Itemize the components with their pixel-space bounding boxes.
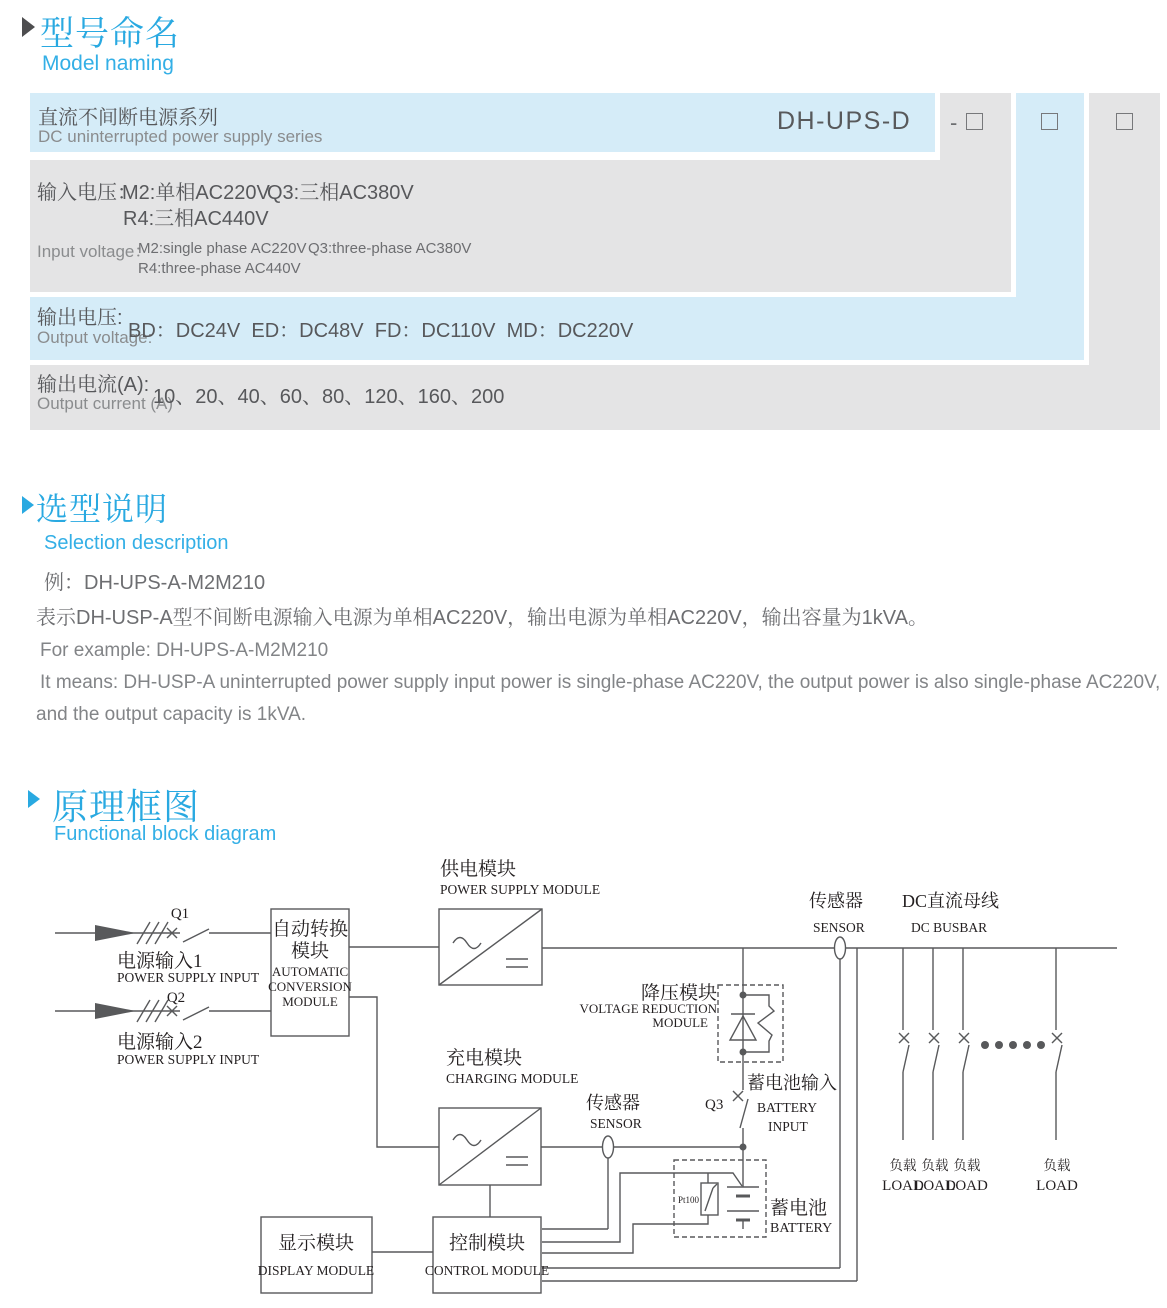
selection-meaning-en-line2: and the output capacity is 1kVA. — [36, 704, 307, 725]
input2-arrow-icon — [95, 1003, 136, 1019]
load4-label-en: LOAD — [1036, 1178, 1078, 1194]
series-name-zh: 直流不间断电源系列 — [38, 107, 218, 129]
voltage-reduction-label-en1: VOLTAGE REDUCTION — [579, 1001, 717, 1016]
charging-module-label-zh: 充电模块 — [446, 1048, 523, 1069]
code-box-3 — [1116, 113, 1133, 130]
auto-module-label-en2: CONVERSION — [268, 979, 352, 994]
battery-label-zh: 蓄电池 — [770, 1198, 828, 1219]
input-voltage-zh-r4: R4:三相AC440V — [123, 208, 269, 230]
pt100-label: Pt100 — [677, 1195, 699, 1205]
breaker-q1-label: Q1 — [170, 906, 190, 922]
display-module-label-en: DISPLAY MODULE — [257, 1263, 375, 1278]
sensor2-label-en: SENSOR — [590, 1116, 642, 1131]
input2-label-en: POWER SUPPLY INPUT — [117, 1052, 260, 1067]
auto-module-label-zh1: 自动转换 — [271, 919, 349, 940]
input-voltage-label-en: Input voltage： — [37, 242, 152, 261]
load3-label-en: LOAD — [946, 1178, 988, 1194]
selection-meaning-zh: 表示DH-USP-A型不间断电源输入电源为单相AC220V，输出电源为单相AC220V，输出容量为1kVA。 — [36, 607, 928, 629]
input1-arrow-icon — [95, 925, 136, 941]
auto-module-label-zh2: 模块 — [290, 941, 330, 962]
functional-block-diagram — [0, 845, 1167, 1308]
input-voltage-en-r4: R4:three-phase AC440V — [138, 260, 301, 277]
output-current-label-en: Output current (A) — [37, 394, 174, 413]
battery-input-label-en2: INPUT — [768, 1119, 808, 1134]
section1-arrow-icon — [22, 17, 35, 37]
input-voltage-en-m2: M2:single phase AC220V — [138, 240, 307, 257]
section1-subtitle: Model naming — [42, 52, 174, 75]
output-current-label-zh: 输出电流(A): — [37, 374, 150, 396]
voltage-reduction-label-en2: MODULE — [652, 1015, 708, 1030]
load3-label-zh: 负载 — [953, 1158, 981, 1173]
auto-module-label-en3: MODULE — [282, 994, 338, 1009]
input-voltage-label-zh: 输入电压： — [37, 182, 137, 204]
section1-title: 型号命名 — [40, 15, 180, 53]
sensor2-label-zh: 传感器 — [586, 1093, 640, 1113]
sensor1-label-zh: 传感器 — [809, 891, 863, 911]
input-voltage-en-q3: Q3:three-phase AC380V — [308, 240, 472, 257]
charging-module-label-en: CHARGING MODULE — [446, 1071, 579, 1086]
code-box-2 — [1041, 113, 1058, 130]
busbar-label-zh: DC直流母线 — [902, 891, 1000, 911]
section3-title: 原理框图 — [52, 786, 201, 827]
busbar-label-en: DC BUSBAR — [911, 920, 988, 935]
voltage-reduction-label-zh: 降压模块 — [640, 983, 717, 1004]
load2-label-zh: 负载 — [921, 1158, 949, 1173]
control-module-label-zh: 控制模块 — [448, 1233, 526, 1254]
auto-module-label-en1: AUTOMATIC — [271, 964, 349, 979]
code-box-1 — [966, 113, 983, 130]
sensor1-label-en: SENSOR — [813, 920, 865, 935]
section2-title: 选型说明 — [36, 491, 169, 527]
battery-label-en: BATTERY — [770, 1221, 833, 1236]
load2-label-en: LOAD — [914, 1178, 956, 1194]
section3-subtitle: Functional block diagram — [54, 823, 277, 845]
code-box1-dash: - — [950, 110, 958, 135]
output-current-values: 10、20、40、60、80、120、160、200 — [153, 386, 505, 408]
output-voltage-values: BD：DC24V ED：DC48V FD：DC110V MD：DC220V — [128, 320, 634, 342]
model-code: DH-UPS-D — [777, 107, 912, 135]
input1-label-en: POWER SUPPLY INPUT — [117, 970, 260, 985]
input1-label-zh: 电源输入1 — [117, 951, 203, 972]
load1-label-zh: 负载 — [889, 1158, 917, 1173]
breaker-q3-label: Q3 — [705, 1097, 724, 1113]
battery-input-label-en1: BATTERY — [757, 1100, 818, 1115]
input-voltage-zh-m2: M2:单相AC220V — [122, 182, 270, 204]
load4-label-zh: 负载 — [1043, 1158, 1071, 1173]
section2-arrow-icon — [22, 496, 34, 514]
display-module-label-zh: 显示模块 — [277, 1233, 355, 1254]
psu-module-label-en: POWER SUPPLY MODULE — [440, 882, 601, 897]
selection-example-zh: 例：DH-UPS-A-M2M210 — [44, 572, 266, 594]
section2-subtitle: Selection description — [44, 532, 229, 554]
selection-meaning-en-line1: It means: DH-USP-A uninterrupted power supply input power is single-phase AC220V, the output power is also single-phase AC220V, — [40, 672, 1161, 693]
section3-arrow-icon — [28, 790, 40, 808]
series-name-en: DC uninterrupted power supply series — [38, 127, 323, 146]
battery-input-label-zh: 蓄电池输入 — [747, 1073, 837, 1093]
control-module-label-en: CONTROL MODULE — [424, 1263, 550, 1278]
breaker-q2-label: Q2 — [166, 990, 186, 1006]
psu-module-label-zh: 供电模块 — [440, 859, 517, 880]
output-voltage-label-zh: 输出电压: — [37, 307, 123, 329]
input-voltage-zh-q3: Q3:三相AC380V — [267, 182, 414, 204]
output-voltage-label-en: Output voltage: — [37, 328, 153, 347]
selection-example-en: For example: DH-UPS-A-M2M210 — [40, 640, 329, 661]
load1-label-en: LOAD — [882, 1178, 924, 1194]
input2-label-zh: 电源输入2 — [117, 1032, 203, 1053]
